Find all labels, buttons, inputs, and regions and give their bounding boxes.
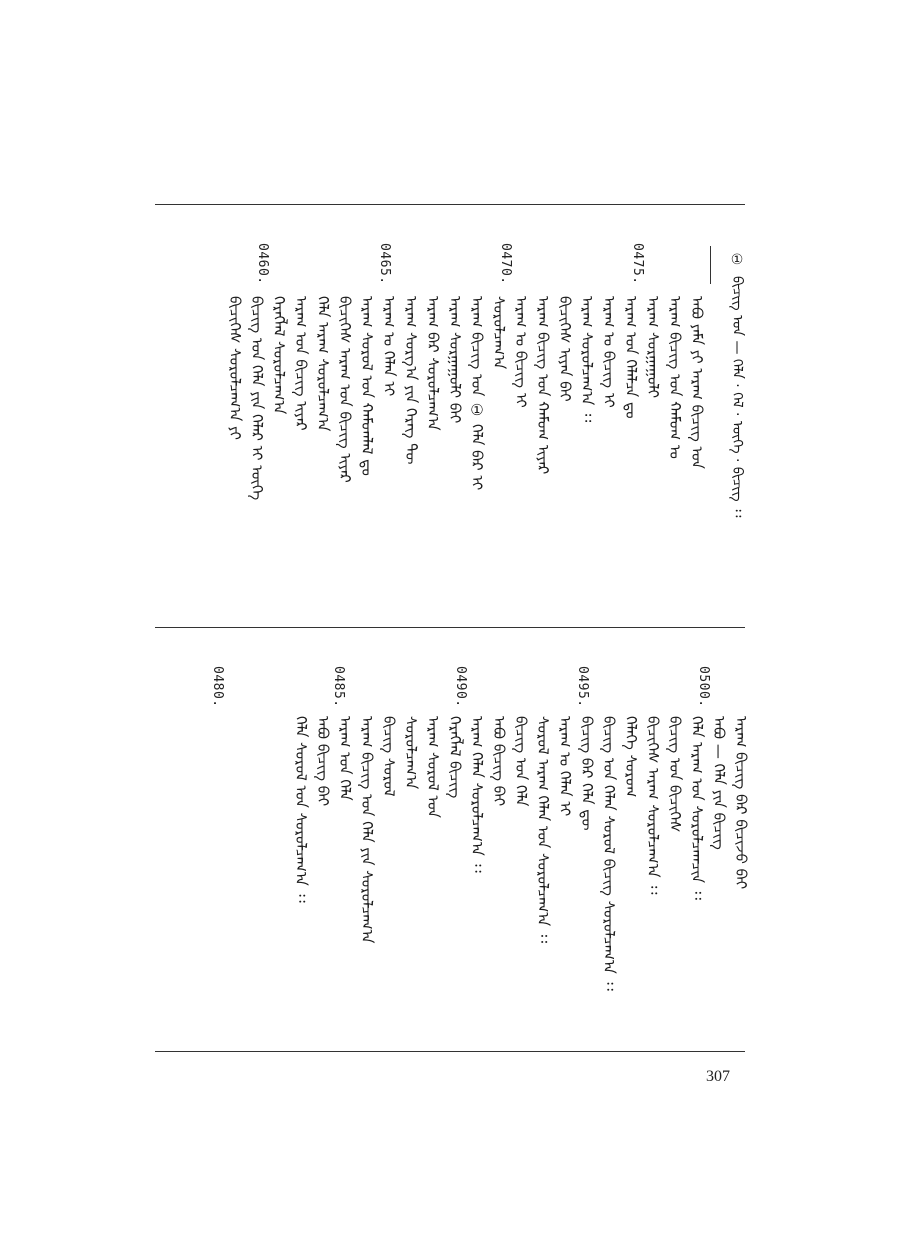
lower-line-21: ᠬᠡᠯᠡ ᠰᠤᠷᠤᠯ ᠤᠨ ᠰᠤᠷᠤᠯᠴᠠᠭ᠎ᠠ ᠄᠄ xyxy=(292,716,310,903)
lower-line-11: ᠪᠢᠴᠢᠭ ᠤᠨ ᠬᠡᠯᠡ xyxy=(512,716,530,807)
line-number-0465: 0465. xyxy=(377,243,392,285)
bottom-rule xyxy=(155,1051,745,1052)
upper-line-4: ᠠᠷᠠᠭ ᠤᠨ ᠬᠡᠯᠡᠯᠴᠡ ᠳᠤ xyxy=(622,296,640,419)
line-number-0495: 0495. xyxy=(575,666,590,708)
line-number-0500: 0500. xyxy=(696,666,711,708)
upper-line-3: ᠠᠷᠠᠭ ᠰᠤᠷᠭᠠᠭᠤᠯᠢ xyxy=(644,296,662,399)
page-number: 307 xyxy=(706,1068,730,1085)
footnote-text: ᠪᠢᠴᠢᠭ᠌ ᠤᠨ — ᠬᠡᠯᠡ · ᠬᠡᠯ · ᠦᠭᠡ · ᠪᠢᠴᠢᠭ ᠄᠄ xyxy=(729,276,745,518)
lower-line-17: ᠪᠢᠴᠢᠭ ᠰᠤᠷᠤᠯ xyxy=(380,716,398,797)
lower-line-12: ᠠᠪᠤ ᠪᠢᠴᠢᠭ ᠪᠠᠢ xyxy=(490,716,508,807)
middle-rule xyxy=(155,627,745,628)
lower-line-13: ᠠᠷᠠᠭ ᠬᠡᠯᠡᠨ ᠰᠤᠷᠤᠯᠴᠠᠭ᠎ᠠ ᠄᠄ xyxy=(468,716,486,873)
line-number-0475: 0475. xyxy=(630,243,645,285)
upper-line-12: ᠠᠷᠠᠭ ᠰᠤᠷᠭᠠᠭᠤᠯᠢ ᠪᠠᠢ xyxy=(446,296,464,424)
upper-line-18: ᠬᠡᠯᠡ ᠠᠷᠠᠭ ᠰᠤᠷᠤᠯᠴᠠᠭ᠎ᠠ xyxy=(314,296,332,432)
lower-line-7: ᠪᠢᠴᠢᠭ ᠤᠨ ᠬᠡᠯᠡᠨ ᠰᠤᠷᠤᠯ ᠪᠢᠴᠢᠭ᠌ ᠰᠤᠷᠤᠯᠴᠠᠭ᠎ᠠ ᠄᠄ xyxy=(600,716,618,991)
top-rule xyxy=(155,204,745,205)
upper-line-22: ᠪᠢᠴᠢᠭᠡᠰ ᠰᠤᠷᠤᠯᠴᠠᠭ᠎ᠠ ᠶᠢ xyxy=(226,296,244,440)
footnote-marker: ① xyxy=(729,252,745,268)
lower-line-5: ᠪᠢᠴᠢᠭᠡᠰ ᠠᠷᠠᠭ ᠰᠤᠷᠤᠯᠴᠠᠭ᠎ᠠ ᠄᠄ xyxy=(644,716,662,895)
upper-line-17: ᠪᠢᠴᠢᠭᠡᠰ ᠠᠷᠠᠭ ᠤᠨ ᠪᠢᠴᠢᠭ ᠢᠶᠡᠷ xyxy=(336,296,354,483)
upper-line-21: ᠪᠢᠴᠢᠭ ᠤᠨ ᠬᠡᠯᠡ ᠶᠢᠨ ᠬᠡᠯᠡᠷ ᠢ ᠦᠭᠡ xyxy=(248,296,266,501)
line-number-0460: 0460. xyxy=(255,243,270,285)
footnote-separator xyxy=(710,246,711,284)
upper-line-11: ᠠᠷᠠᠭ ᠪᠢᠴᠢᠭ᠌ ᠤᠨ ① ᠬᠡᠯᠡ ᠪᠡᠷ ᠢ xyxy=(468,296,486,491)
lower-line-10: ᠰᠤᠷᠤᠯ ᠠᠷᠠᠭ ᠬᠡᠯᠡᠨ ᠤᠨ ᠰᠤᠷᠤᠯᠴᠠᠭ᠎ᠠ ᠄᠄ xyxy=(534,716,552,944)
lower-line-4: ᠪᠢᠴᠢᠭ ᠤᠨ ᠪᠢᠴᠢᠭᠡᠰ xyxy=(666,716,684,833)
lower-line-3: ᠬᠡᠯᠡ ᠠᠷᠠᠭ ᠤᠨ ᠰᠤᠷᠤᠯᠴᠠᠭᠴᠢᠨ ᠄᠄ xyxy=(688,716,706,900)
upper-line-19: ᠠᠷᠠᠭ ᠤᠨ ᠪᠢᠴᠢᠭ ᠢᠶᠡᠷ xyxy=(292,296,310,431)
lower-line-1: ᠠᠷᠠᠭ ᠪᠢᠴᠢᠭ ᠪᠡᠷ ᠪᠢᠴᠢᠵᠦ ᠪᠠᠢ xyxy=(732,716,750,890)
lower-line-19: ᠠᠷᠠᠭ ᠤᠨ ᠬᠡᠯᠡ xyxy=(336,716,354,801)
lower-line-2: ᠠᠪᠤ — ᠬᠡᠯᠡ ᠶᠢᠨ ᠪᠢᠴᠢᠭ xyxy=(710,716,728,850)
upper-line-15: ᠠᠷᠠᠭ ᠤ ᠬᠡᠯᠡᠨ ᠢ xyxy=(380,296,398,397)
line-number-0470: 0470. xyxy=(498,243,513,285)
lower-line-15: ᠠᠷᠠᠭ ᠰᠤᠷᠤᠯ ᠤᠨ xyxy=(424,716,442,818)
upper-line-1: ᠠᠪᠤ ᠶᠠᠮᠠ ᠶᠢ ᠠᠷᠠᠭ ᠪᠢᠴᠢᠭ᠌ ᠤᠨ xyxy=(688,296,706,469)
upper-line-8: ᠠᠷᠠᠭ ᠪᠢᠴᠢᠭ ᠤᠨ ᠬᠠᠮᠤᠭ ᠢᠶᠠᠷ xyxy=(534,296,552,475)
upper-line-5: ᠠᠷᠠᠭ ᠤ ᠪᠢᠴᠢᠭ ᠢ xyxy=(600,296,618,408)
lower-line-9: ᠠᠷᠠᠭ ᠤ ᠬᠡᠯᠡᠨ ᠢ xyxy=(556,716,574,817)
lower-line-18: ᠠᠷᠠᠭ ᠪᠢᠴᠢᠭ ᠤᠨ ᠬᠡᠯᠡ ᠶᠢᠨ ᠰᠤᠷᠤᠯᠴᠠᠭ᠎ᠠ xyxy=(358,716,376,944)
lower-line-8: ᠪᠢᠴᠢᠭ ᠪᠠᠷ ᠬᠡᠯᠡ ᠳᠦ xyxy=(578,716,596,831)
line-number-0480: 0480. xyxy=(210,666,225,708)
lower-line-14: ᠬᠡᠷᠡᠭᠯᠡᠯ ᠪᠢᠴᠢᠭ xyxy=(446,716,464,799)
upper-line-13: ᠠᠷᠠᠭ ᠪᠠᠷ ᠰᠤᠷᠤᠯᠴᠠᠭ᠎ᠠ xyxy=(424,296,442,431)
lower-line-6: ᠬᠡᠯᠡᠭᠡ ᠰᠤᠷᠤᠭ xyxy=(622,716,640,798)
upper-line-7: ᠪᠢᠴᠢᠭᠡᠰ ᠢᠶᠡᠨ ᠪᠠᠢ xyxy=(556,296,574,402)
upper-line-2: ᠠᠷᠠᠭ ᠪᠢᠴᠢᠭ ᠤᠨ ᠬᠠᠮᠤᠭ ᠤ xyxy=(666,296,684,459)
upper-line-6: ᠠᠷᠠᠭ ᠰᠤᠷᠤᠯᠴᠠᠭ᠎ᠠ ᠄᠄ xyxy=(578,296,596,423)
lower-line-16: ᠰᠤᠷᠤᠯᠴᠠᠭ᠎ᠠ xyxy=(402,716,420,790)
upper-line-10: ᠰᠤᠷᠤᠯᠴᠠᠭ᠎ᠠ xyxy=(490,296,508,370)
lower-line-20: ᠠᠪᠤ ᠪᠢᠴᠢᠭ ᠪᠠᠢ xyxy=(314,716,332,807)
upper-line-9: ᠠᠷᠠᠭ ᠤ ᠪᠢᠴᠢᠭ ᠢ xyxy=(512,296,530,408)
upper-line-14: ᠠᠷᠠᠭ ᠰᠤᠷᠭ᠎ᠠ ᠶᠢᠨ ᠬᠡᠷᠡᠭ ᠲᠦ xyxy=(402,296,420,465)
upper-line-20: ᠬᠡᠷᠡᠭᠯᠡᠯ ᠰᠤᠷᠤᠯᠴᠠᠭ᠎ᠠ xyxy=(270,296,288,415)
upper-line-16: ᠠᠷᠠᠭ ᠰᠤᠷᠤᠯ ᠤᠨ ᠬᠠᠮᠤᠭᠯᠠᠯ ᠳᠤ xyxy=(358,296,376,476)
line-number-0485: 0485. xyxy=(331,666,346,708)
line-number-0490: 0490. xyxy=(453,666,468,708)
